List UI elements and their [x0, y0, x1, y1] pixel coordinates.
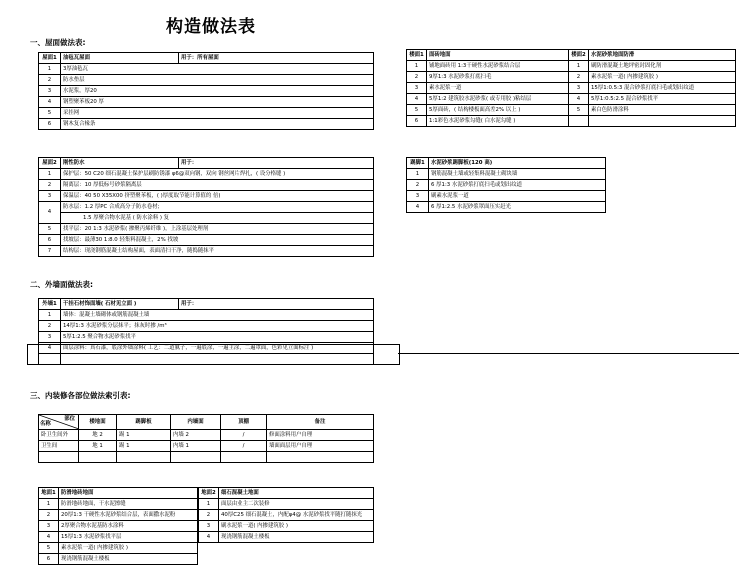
- table-cell: 屋面2: [39, 158, 61, 169]
- ground2-table: [198, 487, 374, 543]
- table-cell: 3: [39, 521, 59, 532]
- table-cell: 40厚C25 细石混凝土，内配φ4@ 水泥砂浆找平随打随抹光: [219, 510, 374, 521]
- table-cell: 14厚1:3 水泥砂浆分层抹平；抹灰时掺 /m³: [61, 321, 374, 332]
- table-cell: 地面1: [39, 488, 59, 499]
- table-cell: 刷水泥浆一道( 内掺建筑胶 ): [219, 521, 374, 532]
- table-cell: 内墙 2: [171, 430, 221, 441]
- table-cell: 细石混凝土地面: [219, 488, 374, 499]
- table-cell: 水泥砂浆地面防滑: [589, 50, 736, 61]
- table-cell: 5厚1:0.5:2.5 混合砂浆找平: [589, 94, 736, 105]
- table-cell: [267, 452, 374, 463]
- table-cell: 找平层：20 1:3 水泥砂浆( 掺聚丙烯纤维 )，上涂基层处理剂: [61, 224, 374, 235]
- floor-table: [406, 49, 736, 127]
- table-cell: [569, 116, 589, 127]
- table-cell: 结构层：现浇钢筋混凝土结构屋面，表面清扫干净，随捣随抹平: [61, 246, 374, 257]
- table-cell: 楼地面: [79, 415, 117, 430]
- table-cell: 6: [39, 554, 59, 565]
- table-cell: 地 2: [79, 430, 117, 441]
- table-cell: 3: [39, 332, 61, 343]
- table-row: [39, 310, 374, 321]
- table-row: [407, 72, 736, 83]
- table-cell: 修面涂料用户自理: [267, 430, 374, 441]
- table-cell: 6: [39, 235, 61, 246]
- table-cell: 4: [39, 532, 59, 543]
- table-cell: 现浇钢筋混凝土楼板: [59, 554, 198, 565]
- table-cell: 刚性防水: [61, 158, 179, 169]
- skirting-table: [406, 157, 606, 213]
- header-code: 屋面1: [39, 53, 61, 64]
- table-cell: 5: [39, 543, 59, 554]
- table-cell: 20厚1:3 干硬性水泥砂浆结合层，表面撒水泥粉: [59, 510, 198, 521]
- table-cell: 1: [569, 61, 589, 72]
- table-cell: 5: [407, 105, 427, 116]
- table-header-row: [39, 299, 374, 310]
- table-cell: 面砖地面: [427, 50, 569, 61]
- table-cell: 2: [39, 180, 61, 191]
- table-cell: 9厚1:3 水泥砂浆打底扫毛: [427, 72, 569, 83]
- table-cell: 铺地面砖用 1:3干硬性水泥砂浆结合层: [427, 61, 569, 72]
- table-cell: 3: [569, 83, 589, 94]
- table-cell: 15厚1:3 水泥砂浆找平层: [59, 532, 198, 543]
- table-cell: 水泥浆，厚20: [61, 86, 374, 97]
- table-row: [39, 235, 374, 246]
- table-cell: 踢 1: [117, 430, 171, 441]
- table-cell: 7: [39, 246, 61, 257]
- table-cell: 2厚聚合物水泥基防水涂料: [59, 521, 198, 532]
- table-cell: 保护层：50 C20 细石混凝土保护层刷防锈漆 φ6@双向钢，双向 钢丝网片焊扎，( 设分格缝 ): [61, 169, 374, 180]
- table-cell: 现浇钢筋混凝土楼板: [219, 532, 374, 543]
- table-cell: 1:1彩色水泥砂浆勾缝( 白水泥勾缝 ): [427, 116, 569, 127]
- table-row: [407, 83, 736, 94]
- table-cell: 采挂网: [61, 108, 374, 119]
- cad-guide-line: [398, 353, 739, 354]
- table-cell: 素水泥浆一道( 内掺建筑胶 ): [59, 543, 198, 554]
- ground1-table: [38, 487, 198, 565]
- table-row: [39, 510, 198, 521]
- table-cell: 卧卫生间外: [39, 430, 79, 441]
- table-header-row: [407, 158, 606, 169]
- table-cell: 5: [39, 224, 61, 235]
- table-row: [39, 75, 374, 86]
- table-row: [39, 191, 374, 202]
- table-cell: 4: [39, 202, 61, 224]
- table-row: [39, 108, 374, 119]
- table-cell: 3厚油毡瓦: [61, 64, 374, 75]
- table-cell: 隔离层：10 厚低标号砂浆隔离层: [61, 180, 374, 191]
- table-cell: 3: [407, 83, 427, 94]
- table-cell: 卫生间: [39, 441, 79, 452]
- table-row: [39, 441, 374, 452]
- header-use: 用于：所有屋面: [179, 53, 374, 64]
- table-cell: 面层涂料：真石漆，底涂外墙涂料( 工艺：二道腻子，一遍底涂，一遍主涂，二遍罩面，色彩见立面标注 ): [61, 343, 374, 354]
- table-row: [407, 191, 606, 202]
- table-cell: 刷素水泥浆一道: [429, 191, 606, 202]
- table-header-row: [39, 53, 374, 64]
- table-cell: 素白色防滑涂料: [589, 105, 736, 116]
- table-row: [39, 499, 198, 510]
- table-cell: /: [221, 441, 267, 452]
- table-header-row: [39, 488, 198, 499]
- table-cell: 墙体：混凝土墙砌体或钢筋混凝土墙: [61, 310, 374, 321]
- table-cell: 地 1: [79, 441, 117, 452]
- table-cell: 4: [569, 94, 589, 105]
- table-cell: 1: [407, 169, 429, 180]
- table-row: [39, 521, 198, 532]
- table-cell: 5厚1:2.5 聚合物水泥砂浆找平: [61, 332, 374, 343]
- table-row: [39, 430, 374, 441]
- table-row: [39, 332, 374, 343]
- table-cell: 内墙面: [171, 415, 221, 430]
- table-cell: 4: [407, 94, 427, 105]
- table-cell: 面层由业主二次装修: [219, 499, 374, 510]
- table-cell: 保温层：40 50 X35X00 挤塑聚苯板，( )厚度取节能计算值的 倍): [61, 191, 374, 202]
- table-cell: 6 厚1:2.5 水泥砂浆罩面压实赶光: [429, 202, 606, 213]
- table-row: [407, 61, 736, 72]
- interior-index-table: [38, 414, 374, 463]
- table-row: [39, 554, 198, 565]
- table-cell: 1: [39, 169, 61, 180]
- table-cell: [221, 452, 267, 463]
- section-interior-title: 三、内装修各部位做法索引表:: [30, 391, 131, 400]
- table-row: [407, 180, 606, 191]
- table-cell: 素水泥浆一道: [427, 83, 569, 94]
- table-cell: 4: [39, 343, 61, 354]
- table-cell: 水泥砂浆踢脚板(120 高): [429, 158, 606, 169]
- table-row: [199, 510, 374, 521]
- table-cell: 防水层：1.2 厚PC 合成高分子防水卷材;: [61, 202, 374, 213]
- table-cell: 找坡层：最薄30 1:8.0 轻集料混凝土，2% 找坡: [61, 235, 374, 246]
- table-cell: 5厚1:2 建筑胶水泥砂浆( 或专用胶 )粘结层: [427, 94, 569, 105]
- table-header-row: [39, 415, 374, 430]
- table-row: [39, 224, 374, 235]
- table-row: [39, 180, 374, 191]
- table-cell: /: [221, 430, 267, 441]
- table-cell: 踢脚1: [407, 158, 429, 169]
- table-cell: 刷防滑混凝土地坪密封固化剂: [589, 61, 736, 72]
- table-cell: [117, 452, 171, 463]
- table-cell: 2: [39, 510, 59, 521]
- table-cell: 外墙1: [39, 299, 61, 310]
- table-cell: 3: [39, 86, 61, 97]
- table-cell: 3: [39, 191, 61, 202]
- table-cell: 1: [39, 310, 61, 321]
- table-cell: 2: [39, 75, 61, 86]
- table-cell: 1: [407, 61, 427, 72]
- table-cell: 备注: [267, 415, 374, 430]
- roof1-table: [38, 52, 374, 130]
- table-cell: 钢木复合椽条: [61, 119, 374, 130]
- table-row: [39, 119, 374, 130]
- table-cell: [589, 116, 736, 127]
- table-row: [39, 169, 374, 180]
- table-cell: 6: [407, 116, 427, 127]
- table-cell: [39, 452, 79, 463]
- table-cell: 素水泥浆一道( 内掺建筑胶 ): [589, 72, 736, 83]
- table-cell: 5: [39, 108, 61, 119]
- table-cell: 2: [407, 180, 429, 191]
- table-cell: 4: [199, 532, 219, 543]
- table-row: [199, 532, 374, 543]
- table-cell: 钢塑聚苯板20 厚: [61, 97, 374, 108]
- table-cell: 墙面面层用户自理: [267, 441, 374, 452]
- header-position: 部位: [64, 416, 75, 422]
- table-cell: 4: [39, 97, 61, 108]
- table-header-row: [39, 158, 374, 169]
- selection-box[interactable]: [27, 344, 400, 365]
- header-name: 名称: [40, 421, 51, 427]
- table-cell: 2: [39, 321, 61, 332]
- table-cell: 内墙 1: [171, 441, 221, 452]
- table-cell: 1.5 厚聚合物水泥基 ( 防水涂料 ) 复: [61, 213, 374, 224]
- table-cell: 防滑地砖地面，干水泥擦缝: [59, 499, 198, 510]
- roof2-table: [38, 157, 374, 257]
- table-cell: [79, 452, 117, 463]
- table-cell: 3: [199, 521, 219, 532]
- section-wall-title: 二、外墙面做法表:: [30, 280, 93, 289]
- table-cell: 4: [407, 202, 429, 213]
- table-header-row: [199, 488, 374, 499]
- diagonal-header-cell: [39, 415, 79, 430]
- table-cell: 1: [199, 499, 219, 510]
- table-cell: 用于：: [179, 299, 374, 310]
- table-row: [39, 321, 374, 332]
- table-cell: [171, 452, 221, 463]
- table-cell: 6: [39, 119, 61, 130]
- table-row: [39, 202, 374, 213]
- table-row: [39, 86, 374, 97]
- table-row: [407, 116, 736, 127]
- table-cell: 15厚1:0.5:3 混合砂浆打底扫毛或划出纹道: [589, 83, 736, 94]
- header-desc: 油毡瓦屋面: [61, 53, 179, 64]
- table-row: [39, 532, 198, 543]
- table-row: [407, 202, 606, 213]
- table-row: [39, 64, 374, 75]
- table-row: [199, 521, 374, 532]
- table-cell: 防水垫层: [61, 75, 374, 86]
- table-row: [407, 105, 736, 116]
- table-cell: 踢 1: [117, 441, 171, 452]
- table-cell: 楼面2: [569, 50, 589, 61]
- section-roof-title: 一、屋面做法表:: [30, 38, 86, 47]
- table-row: [39, 452, 374, 463]
- table-row: [407, 94, 736, 105]
- table-row: [39, 213, 374, 224]
- table-cell: 防滑地砖地面: [59, 488, 198, 499]
- table-cell: 6 厚1:3 水泥砂浆打底扫毛或划出纹道: [429, 180, 606, 191]
- table-cell: 顶棚: [221, 415, 267, 430]
- table-cell: 2: [199, 510, 219, 521]
- table-cell: 踢脚板: [117, 415, 171, 430]
- table-cell: 用于：: [179, 158, 374, 169]
- table-cell: 5厚面砖，( 结构楼板面高差2% 以上 ): [427, 105, 569, 116]
- table-cell: 钢筋混凝土墙或轻集料混凝土砌块墙: [429, 169, 606, 180]
- table-row: [407, 169, 606, 180]
- table-cell: 5: [569, 105, 589, 116]
- table-cell: 3: [407, 191, 429, 202]
- table-cell: 1: [39, 499, 59, 510]
- table-row: [39, 543, 198, 554]
- table-cell: 地面2: [199, 488, 219, 499]
- table-row: [199, 499, 374, 510]
- table-cell: 1: [39, 64, 61, 75]
- table-cell: 干挂石材饰面墙( 石材见立面 ): [61, 299, 179, 310]
- table-row: [39, 246, 374, 257]
- page-title: 构造做法表: [166, 17, 256, 37]
- table-row: [39, 97, 374, 108]
- table-cell: 2: [569, 72, 589, 83]
- table-header-row: [407, 50, 736, 61]
- table-cell: 2: [407, 72, 427, 83]
- table-cell: 楼面1: [407, 50, 427, 61]
